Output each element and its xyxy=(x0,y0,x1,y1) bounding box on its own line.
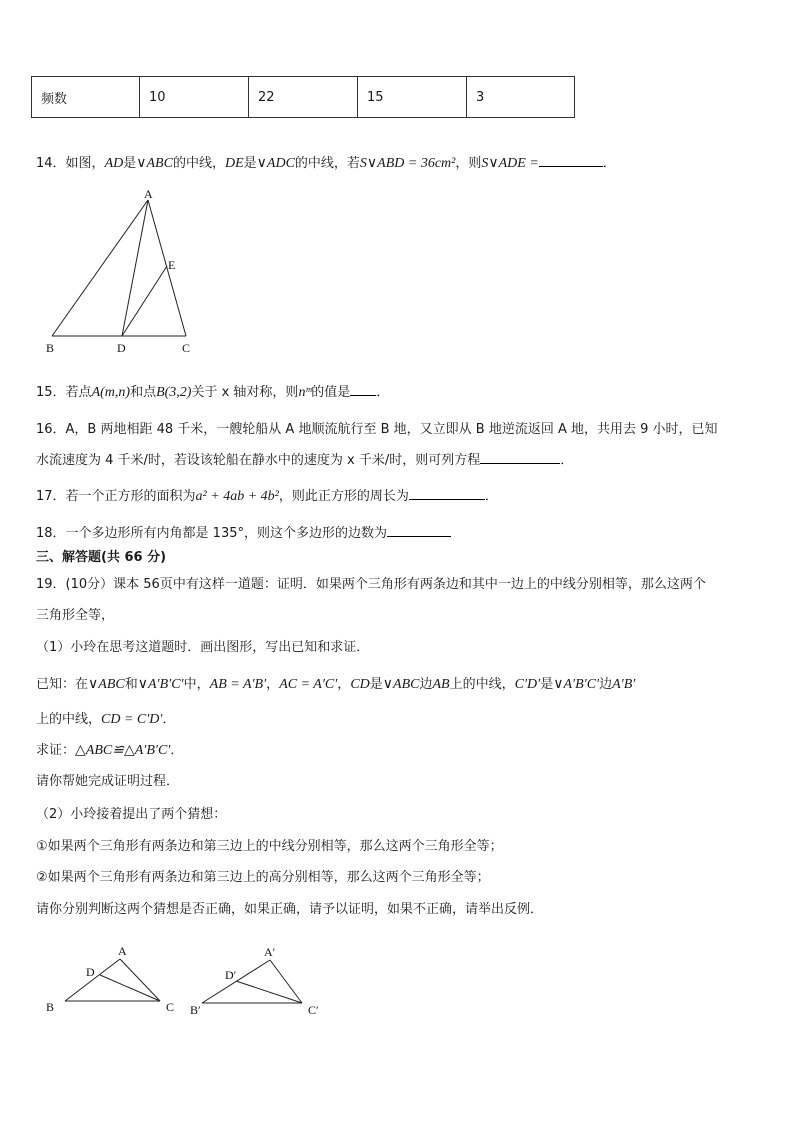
question-19-guess-1: ①如果两个三角形有两条边和第三边上的中线分别相等，那么这两个三角形全等； xyxy=(36,839,503,854)
question-15 xyxy=(36,381,389,401)
question-19-part-2: （2）小玲接着提出了两个猜想： xyxy=(36,807,227,822)
question-17 xyxy=(36,485,498,505)
q15-text: 和点 xyxy=(130,385,157,400)
label-a: A xyxy=(144,187,153,201)
q15-text: 关于 x 轴对称，则 xyxy=(191,385,299,400)
table-cell: 22 xyxy=(249,77,358,118)
given-text: 边 xyxy=(419,677,433,692)
q14-text: 如图， xyxy=(65,156,105,171)
q15-text: 若点 xyxy=(65,385,92,400)
question-18 xyxy=(36,522,451,541)
given-text: 是 xyxy=(540,677,554,692)
given-math: ∨ABC xyxy=(382,677,420,692)
question-19-line-1: 19．(10分）课本 56页中有这样一道题：证明．如果两个三角形有两条边和其中一边上的中线分别相等，那么这两个 xyxy=(36,577,706,592)
triangle-figure-2 xyxy=(40,942,340,1022)
q14-text: 是 xyxy=(243,156,257,171)
given-text: 边 xyxy=(599,677,613,692)
left-side-ac xyxy=(120,959,160,1001)
question-19-help: 请你帮她完成证明过程． xyxy=(36,774,180,789)
question-16-line-1: 16．A，B 两地相距 48 千米，一艘轮船从 A 地顺流航行至 B 地，又立即从 B 地逆流返回 A 地，共用去 9 小时，已知 xyxy=(36,422,718,437)
q17-text: ，则此正方形的周长为 xyxy=(278,489,409,504)
q14-text: ． xyxy=(602,156,616,171)
given-text: 中， xyxy=(183,677,210,692)
label-e: E xyxy=(168,258,176,272)
q15-text: 的值是 xyxy=(311,385,351,400)
label-a: A xyxy=(118,944,127,958)
answer-blank[interactable] xyxy=(409,486,485,500)
given-text: 上的中线， xyxy=(449,677,515,692)
prove-text: 求证： xyxy=(36,743,76,758)
label-c-prime: C′ xyxy=(308,1003,319,1017)
q14-text: ，则 xyxy=(455,156,482,171)
side-ab xyxy=(52,200,148,336)
section-title: 三、解答题(共 66 分) xyxy=(36,550,167,565)
given-math: ∨A′B′C′ xyxy=(553,677,600,692)
label-a-prime: A′ xyxy=(264,945,276,959)
table-cell: 15 xyxy=(358,77,467,118)
question-19-part-1: （1）小玲在思考这道题时．画出图形，写出已知和求证． xyxy=(36,640,370,655)
given-math: CD xyxy=(350,677,370,692)
q17-text: ． xyxy=(484,489,498,504)
q14-math: S∨ABD = 36cm² xyxy=(359,156,456,171)
answer-blank[interactable] xyxy=(480,450,560,464)
table-row xyxy=(32,77,575,118)
table-cell: 10 xyxy=(140,77,249,118)
given-math: ∨ABC xyxy=(88,677,125,692)
q14-math: ∨ADC xyxy=(256,156,295,171)
question-19-given-cont xyxy=(36,708,176,728)
question-16-line-2 xyxy=(36,449,573,468)
given-text: ． xyxy=(162,712,176,727)
side-ac xyxy=(148,200,186,336)
given-math: AB xyxy=(432,677,450,692)
q14-math: S∨ADE = xyxy=(481,156,539,171)
q15-text: ． xyxy=(376,385,390,400)
triangle-figure-1 xyxy=(40,186,200,360)
q14-math: AD xyxy=(104,156,124,171)
q15-math: A(m,n) xyxy=(91,385,131,400)
table-cell: 3 xyxy=(467,77,575,118)
given-text: 是 xyxy=(369,677,383,692)
label-d: D xyxy=(117,341,126,355)
prove-text: ． xyxy=(170,743,184,758)
right-side-ac xyxy=(270,960,302,1003)
label-c: C xyxy=(166,1000,175,1014)
right-median-cd xyxy=(236,981,302,1003)
given-text: 和 xyxy=(124,677,138,692)
table-row-header: 频数 xyxy=(32,77,140,118)
q16-text: 水流速度为 4 千米/时，若设该轮船在静水中的速度为 x 千米/时，则可列方程 xyxy=(36,453,481,468)
given-math: AC = A′C′ xyxy=(279,677,338,692)
question-number: 15． xyxy=(36,385,66,400)
label-d-prime: D′ xyxy=(225,968,237,982)
given-math: AB = A′B′ xyxy=(209,677,267,692)
given-text: ， xyxy=(337,677,351,692)
label-d: D xyxy=(86,965,95,979)
label-b-prime: B′ xyxy=(190,1003,201,1017)
question-19-guess-2: ②如果两个三角形有两条边和第三边上的高分别相等，那么这两个三角形全等； xyxy=(36,870,490,885)
q14-math: DE xyxy=(224,156,244,171)
label-b: B xyxy=(46,1000,55,1014)
q15-math: B(3,2) xyxy=(156,385,192,400)
given-text: ， xyxy=(266,677,280,692)
q17-text: 17．若一个正方形的面积为 xyxy=(36,489,196,504)
q17-math: a² + 4ab + 4b² xyxy=(195,489,279,504)
question-number: 14． xyxy=(36,156,66,171)
q14-text: 的中线，若 xyxy=(294,156,360,171)
given-math: ∨A′B′C′ xyxy=(137,677,184,692)
question-14 xyxy=(36,152,616,172)
left-median-cd xyxy=(100,975,160,1001)
given-math: C′D′ xyxy=(514,677,541,692)
given-math: CD = C′D′ xyxy=(101,712,163,727)
q14-math: ∨ABC xyxy=(136,156,173,171)
frequency-table xyxy=(31,76,575,118)
label-c: C xyxy=(182,341,191,355)
answer-blank[interactable] xyxy=(350,382,376,396)
question-19-prove xyxy=(36,739,183,759)
q18-text: 18．一个多边形所有内角都是 135°，则这个多边形的边数为 xyxy=(36,526,387,541)
given-text: 上的中线， xyxy=(36,712,102,727)
q16-text: ． xyxy=(560,453,574,468)
label-b: B xyxy=(46,341,55,355)
prove-math: △ABC≌△A′B′C′ xyxy=(75,743,171,758)
q14-text: 是 xyxy=(123,156,137,171)
question-19-line-2: 三角形全等， xyxy=(36,608,115,623)
question-19-judge: 请你分别判断这两个猜想是否正确，如果正确，请予以证明，如果不正确，请举出反例． xyxy=(36,902,544,917)
answer-blank[interactable] xyxy=(387,523,451,537)
q14-text: 的中线， xyxy=(172,156,225,171)
given-text: 已知：在 xyxy=(36,677,89,692)
q15-math: nᵐ xyxy=(298,385,312,400)
answer-blank[interactable] xyxy=(539,153,603,167)
given-math: A′B′ xyxy=(612,677,636,692)
question-19-given xyxy=(36,673,635,693)
